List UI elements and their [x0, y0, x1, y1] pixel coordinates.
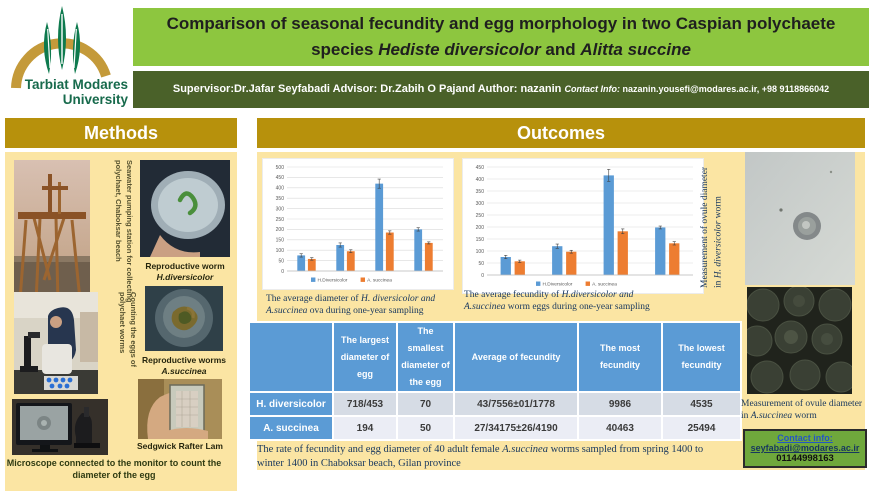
chart-egg-diameter-caption: The average diameter of H. diversicolor and A.succinea ova during one-year sampling — [266, 294, 436, 317]
contact-box — [743, 429, 867, 468]
microscope-monitor-photo — [12, 399, 108, 455]
sedgwick-rafter-caption: Sedgwick Rafter Lam — [137, 441, 223, 451]
table-header-blank — [249, 322, 333, 392]
svg-text:300: 300 — [275, 206, 284, 213]
seawater-station-photo — [14, 160, 90, 310]
sedgwick-rafter-photo — [138, 379, 222, 439]
table-header-average-fecundity: Average of fecundity — [454, 322, 578, 392]
reproductive-worms-asuccinea-photo — [145, 286, 223, 351]
svg-text:450: 450 — [275, 175, 284, 182]
table-cell: 27/34175±26/4190 — [454, 416, 578, 440]
svg-text:150: 150 — [275, 237, 284, 244]
svg-text:H.Diversicolor: H.Diversicolor — [317, 278, 348, 284]
byline-text: Supervisor:Dr.Jafar Seyfabadi Advisor: Dr.Zabih O Pajand Author: nazanin Contact Info: nazanin.yousefi@modares.ac.ir, +98 9118866042 — [172, 83, 830, 96]
table-header-largest-diameter: The largest diameter of egg — [333, 322, 397, 392]
table-row — [249, 392, 741, 416]
table-header-most-fecundity: The most fecundity — [578, 322, 662, 392]
svg-text:100: 100 — [475, 248, 484, 255]
svg-text:250: 250 — [475, 212, 484, 219]
outcomes-header: Outcomes — [257, 118, 865, 148]
table-note: The rate of fecundity and egg diameter of 40 adult female A.succinea worms sampled from spring 1400 to winter 1400 in Chaboksar beach, Gilan province — [257, 444, 704, 470]
byline-banner — [133, 71, 869, 108]
table-header-smallest-diameter: The smallest diameter of the egg — [397, 322, 454, 392]
contact-phone: 01144998163 — [776, 453, 834, 464]
svg-text:200: 200 — [475, 224, 484, 231]
microscope-monitor-caption: Microscope connected to the monitor to count the diameter of the egg — [6, 458, 222, 480]
table-cell: 50 — [397, 416, 454, 440]
seawater-station-caption: Seawater pumping station for collecting polychaet, Chaboksar beach — [114, 160, 134, 303]
poster-title: Comparison of seasonal fecundity and egg morphology in two Caspian polychaete species Hediste diversicolor and Alitta succine — [166, 13, 836, 59]
svg-text:0: 0 — [481, 272, 484, 279]
reproductive-worm-hdiversicolor-caption: Reproductive worm H.diversicolor — [145, 261, 225, 282]
table-cell: 70 — [397, 392, 454, 416]
svg-text:300: 300 — [475, 200, 484, 207]
svg-text:350: 350 — [475, 188, 484, 195]
methods-header: Methods — [5, 118, 237, 148]
svg-text:A. succinea: A. succinea — [592, 282, 617, 288]
ovule-hdiversicolor-vcaption: Measurement of ovule diameter in H. diversicolor worm — [700, 166, 724, 288]
table-cell: 4535 — [662, 392, 741, 416]
svg-text:150: 150 — [475, 236, 484, 243]
svg-text:50: 50 — [278, 258, 284, 265]
table-header-row — [249, 322, 741, 392]
table-cell: 194 — [333, 416, 397, 440]
table-cell: 43/7556±01/1778 — [454, 392, 578, 416]
table-header-lowest-fecundity: The lowest fecundity — [662, 322, 741, 392]
table-cell: 9986 — [578, 392, 662, 416]
reproductive-worm-hdiversicolor-photo — [140, 160, 230, 257]
svg-text:500: 500 — [275, 164, 284, 171]
university-logo — [0, 2, 132, 114]
svg-text:100: 100 — [275, 248, 284, 254]
table-cell: 718/453 — [333, 392, 397, 416]
ovule-asuccinea-caption: Measurement of ovule diameter in A.succinea worm — [741, 399, 863, 422]
ovule-asuccinea-photo — [747, 287, 852, 394]
chart-egg-diameter — [262, 158, 454, 290]
svg-text:H.Diversicolor: H.Diversicolor — [542, 282, 573, 288]
row-label-asuccinea: A. succinea — [249, 416, 333, 440]
row-label-hdiversicolor: H. diversicolor — [249, 392, 333, 416]
svg-text:400: 400 — [475, 176, 484, 183]
svg-text:0: 0 — [281, 268, 284, 275]
ovule-hdiversicolor-photo — [745, 152, 855, 285]
svg-text:200: 200 — [275, 227, 284, 234]
counting-eggs-photo — [14, 292, 98, 394]
chart-fecundity — [462, 158, 704, 294]
table-row — [249, 416, 741, 440]
results-table — [248, 321, 742, 441]
svg-text:A. succinea: A. succinea — [367, 278, 392, 284]
university-name: Tarbiat Modares University — [24, 77, 128, 107]
table-cell: 40463 — [578, 416, 662, 440]
svg-text:250: 250 — [275, 216, 284, 223]
table-cell: 25494 — [662, 416, 741, 440]
counting-eggs-caption: Counting the eggs of polychaet worms — [118, 292, 138, 367]
contact-email-link[interactable]: seyfabadi@modares.ac.ir — [750, 443, 860, 453]
svg-text:350: 350 — [275, 196, 284, 202]
svg-text:400: 400 — [275, 185, 284, 192]
contact-info-link[interactable]: Contact info: — [777, 433, 833, 443]
svg-text:450: 450 — [475, 164, 484, 171]
chart-fecundity-caption: The average fecundity of H.diversicolor and A.succinea worm eggs during one-year sampling — [464, 290, 650, 313]
poster-title-banner — [133, 8, 869, 66]
svg-text:50: 50 — [478, 260, 484, 267]
reproductive-worms-asuccinea-caption: Reproductive worms A.succinea — [141, 355, 227, 376]
